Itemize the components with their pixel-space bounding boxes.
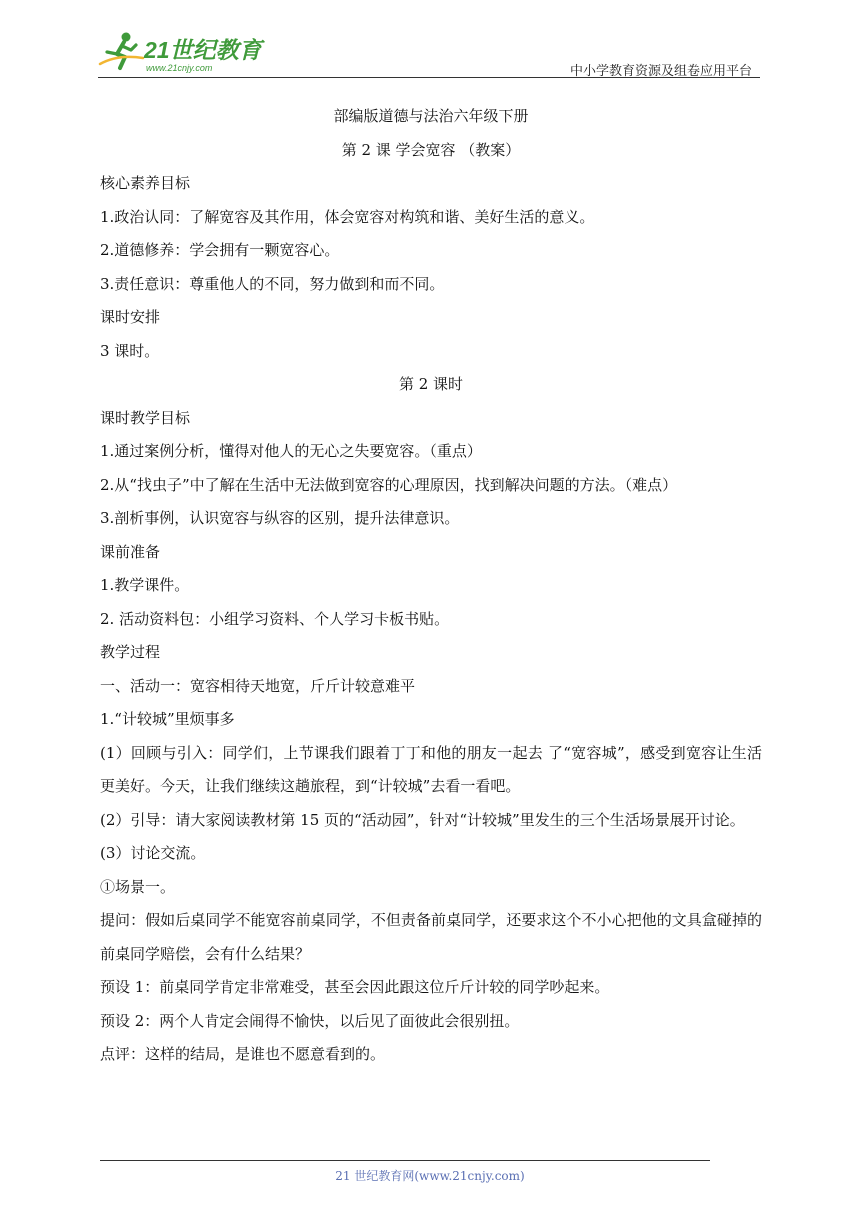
objective-item: 3.责任意识：尊重他人的不同，努力做到和而不同。 — [100, 274, 445, 293]
header-divider — [98, 77, 760, 78]
objective-item: 1.通过案例分析，懂得对他人的无心之失要宽容。（重点） — [100, 442, 482, 460]
paragraph: 点评：这样的结局，是谁也不愿意看到的。 — [100, 1045, 386, 1063]
section-heading: 课时教学目标 — [100, 408, 191, 427]
logo-url: www.21cnjy.com — [146, 63, 213, 73]
section-heading: 课时安排 — [100, 308, 161, 326]
header-tagline: 中小学教育资源及组卷应用平台 — [569, 64, 752, 79]
footer-divider — [100, 1160, 710, 1161]
objective-item: 1.政治认同：了解宽容及其作用，体会宽容对构筑和谐、美好生活的意义。 — [100, 207, 595, 226]
site-logo — [98, 28, 268, 76]
paragraph: 提问：假如后桌同学不能宽容前桌同学，不但责备前桌同学，还要求这个不小心把他的文具盒碰掉的前桌同学赔偿，会有什么结果？ — [100, 911, 762, 963]
objective-item: 2.道德修养：学会拥有一颗宽容心。 — [100, 241, 340, 259]
list-item: 2. 活动资料包：小组学习资料、个人学习卡板书贴。 — [100, 609, 450, 628]
page-footer: 21 世纪教育网(www.21cnjy.com) — [335, 1169, 525, 1183]
paragraph: (1）回顾与引入：同学们，上节课我们跟着丁丁和他的朋友一起去 了“宽容城”，感受到宽容让生活更美好。今天，让我们继续这趟旅程，到“计较城”去看一看吧。 — [100, 743, 762, 795]
paragraph: (3）讨论交流。 — [100, 844, 206, 862]
document-body — [100, 100, 762, 1072]
paragraph: 3 课时。 — [100, 341, 160, 360]
subsection-heading: 1.“计较城”里烦事多 — [100, 710, 235, 728]
paragraph: ①场景一。 — [100, 877, 176, 896]
section-heading: 核心素养目标 — [100, 174, 191, 192]
activity-heading: 一、活动一：宽容相待天地宽，斤斤计较意难平 — [100, 676, 416, 695]
period-title: 第 2 课时 — [398, 375, 464, 393]
runner-icon — [100, 33, 143, 69]
list-item: 1.教学课件。 — [100, 576, 190, 594]
section-heading: 课前准备 — [100, 542, 161, 561]
doc-title: 部编版道德与法治六年级下册 — [333, 107, 529, 125]
section-heading: 教学过程 — [100, 643, 161, 661]
page-header — [98, 28, 760, 78]
paragraph: 预设 1：前桌同学肯定非常难受，甚至会因此跟这位斤斤计较的同学吵起来。 — [100, 978, 610, 996]
objective-item: 3.剖析事例，认识宽容与纵容的区别，提升法律意识。 — [100, 509, 460, 527]
logo-text: 21世纪教育 — [144, 37, 262, 63]
paragraph: (2）引导：请大家阅读教材第 15 页的“活动园”，针对“计较城”里发生的三个生活场景展开讨论。 — [100, 810, 745, 829]
lesson-title: 第 2 课 学会宽容 （教案） — [341, 140, 521, 159]
objective-item: 2.从“找虫子”中了解在生活中无法做到宽容的心理原因，找到解决问题的方法。（难点） — [100, 475, 678, 494]
paragraph: 预设 2：两个人肯定会闹得不愉快，以后见了面彼此会很别扭。 — [100, 1011, 520, 1030]
